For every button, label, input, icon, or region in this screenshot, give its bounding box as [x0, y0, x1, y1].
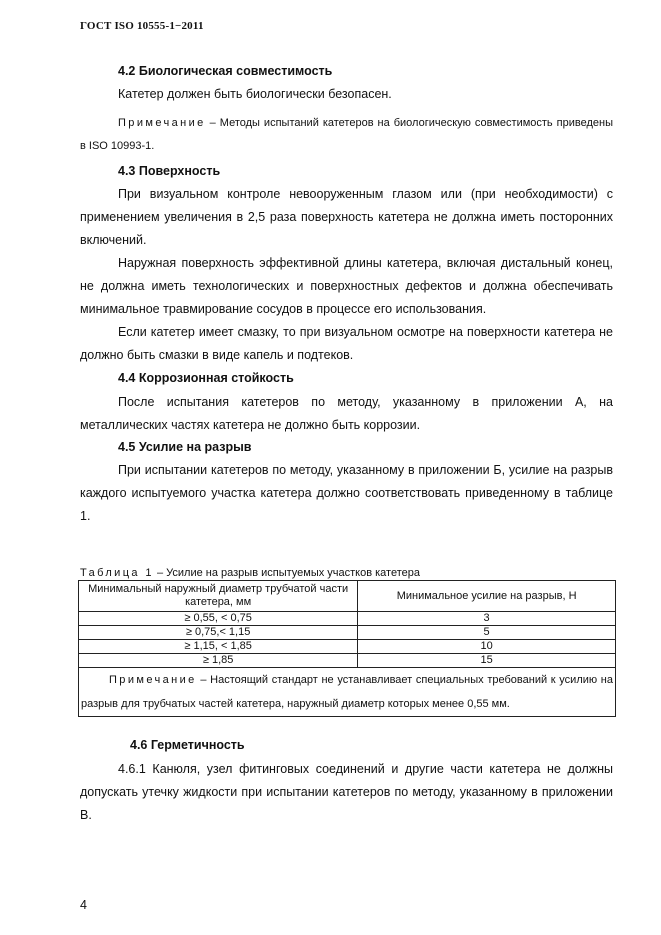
table-row [79, 626, 616, 640]
table-note [79, 668, 616, 717]
section-heading-4-2: 4.2 Биологическая совместимость [118, 64, 333, 78]
column-header-diameter: Минимальный наружный диаметр трубчатой части катетера, мм [79, 581, 358, 612]
table-caption [80, 567, 420, 579]
paragraph: Наружная поверхность эффективной длины катетера, включая дистальный конец, не должна иметь технологических и поверхностных дефектов и должна обеспечивать минимальное травмирование сосудов в процессе его использования. [80, 256, 613, 316]
page-number: 4 [80, 898, 87, 912]
diameter-cell: ≥ 1,15, < 1,85 [79, 640, 358, 654]
section-heading-4-5: 4.5 Усилие на разрыв [118, 440, 252, 454]
note [80, 112, 613, 158]
paragraph: Катетер должен быть биологически безопасен. [118, 87, 392, 101]
paragraph: При испытании катетеров по методу, указанному в приложении Б, усилие на разрыв каждого испытуемого участка катетера должно соответствовать приведенному в таблице 1. [80, 463, 613, 523]
column-header-force: Минимальное усилие на разрыв, Н [358, 581, 616, 612]
paragraph: После испытания катетеров по методу, указанному в приложении А, на металлических частях катетера не должно быть коррозии. [80, 395, 613, 432]
section-heading-4-4: 4.4 Коррозионная стойкость [118, 371, 294, 385]
table-caption-label: Таблица 1 [80, 567, 154, 579]
section-heading-4-3: 4.3 Поверхность [118, 164, 221, 178]
paragraph: 4.6.1 Канюля, узел фитинговых соединений и другие части катетера не должны допускать утечку жидкости при испытании катетеров по методу, указанному в приложении В. [80, 762, 613, 822]
breaking-force-table [78, 580, 616, 717]
table-caption-text: – Усилие на разрыв испытуемых участков катетера [153, 567, 420, 579]
force-cell: 5 [358, 626, 616, 640]
paragraph: При визуальном контроле невооруженным глазом или (при необходимости) с применением увеличения в 2,5 раза поверхность катетера не должна иметь посторонних включений. [80, 187, 613, 247]
diameter-cell: ≥ 0,75,< 1,15 [79, 626, 358, 640]
diameter-cell: ≥ 0,55, < 0,75 [79, 612, 358, 626]
table-row [79, 640, 616, 654]
document-header: ГОСТ ISO 10555-1−2011 [80, 20, 204, 32]
section-heading-4-6: 4.6 Герметичность [130, 738, 245, 752]
note-label: Примечание [118, 117, 206, 129]
force-cell: 15 [358, 654, 616, 668]
note-text: – Методы испытаний катетеров на биологическую совместимость приведены в ISO 10993-1. [80, 117, 613, 152]
table-note-row [79, 668, 616, 717]
diameter-cell: ≥ 1,85 [79, 654, 358, 668]
paragraph: Если катетер имеет смазку, то при визуальном осмотре на поверхности катетера не должно быть смазки в виде капель и подтеков. [80, 325, 613, 362]
force-cell: 3 [358, 612, 616, 626]
table-note-label: Примечание [109, 674, 197, 686]
force-cell: 10 [358, 640, 616, 654]
table-header-row [79, 581, 616, 612]
table-row [79, 654, 616, 668]
table-row [79, 612, 616, 626]
table-note-text: – Настоящий стандарт не устанавливает специальных требований к усилию на разрыв для трубчатых частей катетера, наружный диаметр которых менее 0,55 мм. [81, 674, 613, 710]
